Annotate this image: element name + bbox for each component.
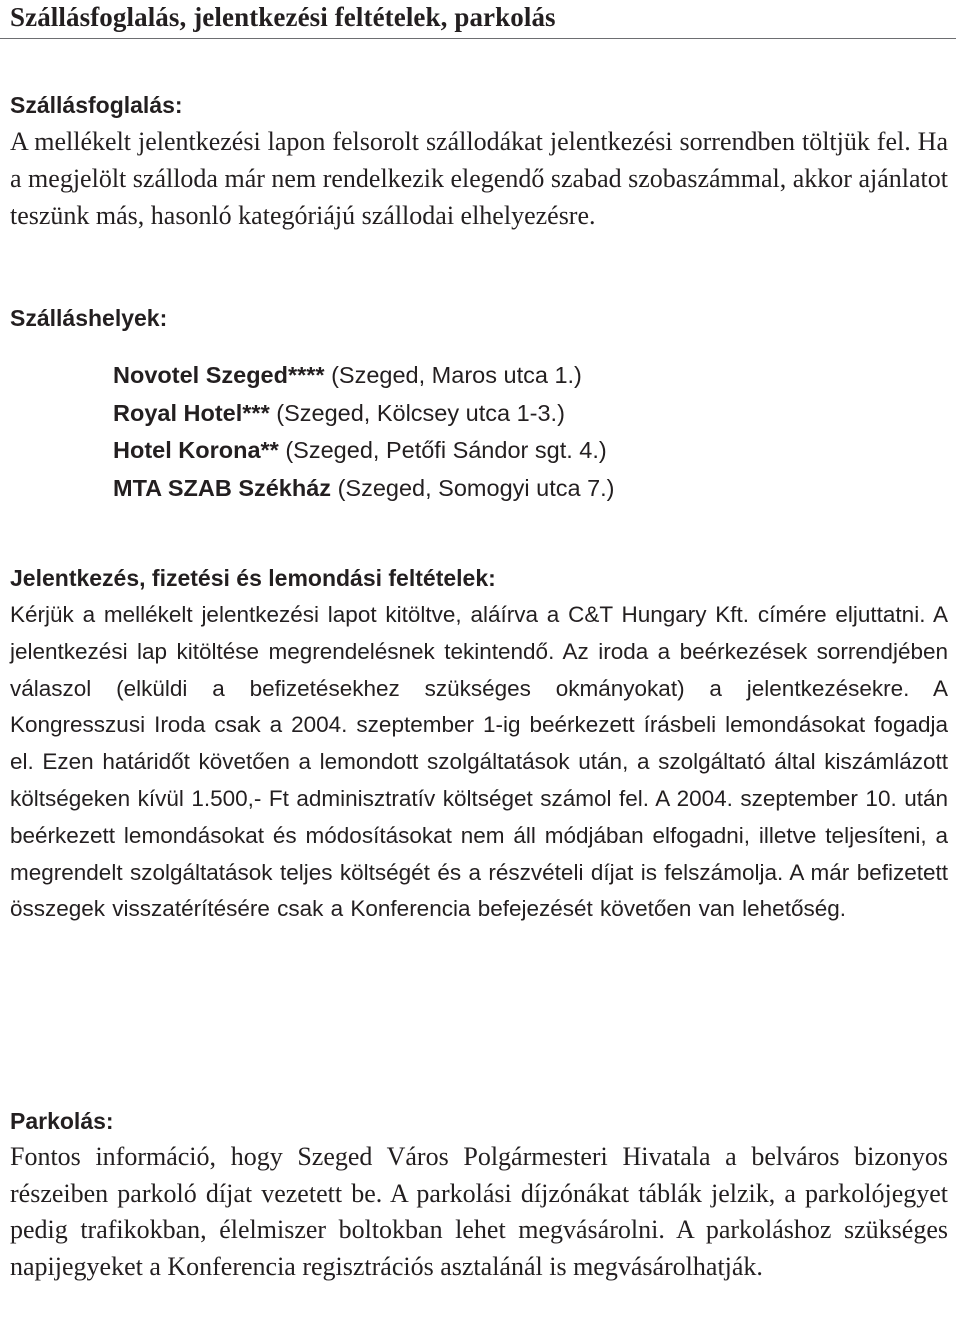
section-registration-terms: [10, 560, 948, 928]
booking-heading: Szállásfoglalás:: [10, 92, 183, 118]
hotel-name: Hotel Korona**: [113, 437, 279, 463]
booking-text: A mellékelt jelentkezési lapon felsorolt szállodákat jelentkezési sorrendben töltjük fel. Ha a megjelölt szálloda már nem rendelkezik elegendő szabad szobaszámmal, akkor ajánlatot teszünk más, hasonló kategóriájú szállodai elhelyezésre.: [10, 127, 948, 230]
hotel-name: Novotel Szeged****: [113, 362, 325, 388]
hotel-address: (Szeged, Kölcsey utca 1-3.): [269, 399, 565, 426]
hotel-name: MTA SZAB Székház: [113, 474, 332, 501]
hotel-item: [113, 470, 913, 508]
hotel-list: [113, 357, 913, 507]
section-booking: [10, 87, 948, 234]
hotel-address: (Szeged, Somogyi utca 7.): [331, 474, 615, 501]
parking-heading: Parkolás:: [10, 1108, 114, 1134]
hotel-item: [113, 357, 913, 395]
registration-terms-text: Kérjük a mellékelt jelentkezési lapot kitöltve, aláírva a C&T Hungary Kft. címére eljuttatni. A jelentkezési lap kitöltése megrendelésnek tekintendő. Az iroda a beérkezések sorrendjében válaszol (elküldi a befizetésekhez szükséges okmányokat) a jelentkezésekre. A Kongresszusi Iroda csak a 2004. szeptember 1-ig beérkezett írásbeli lemondásokat fogadja el. Ezen határidőt követően a lemondott szolgáltatások után, a szolgáltató által kiszámlázott költségeken kívül 1.500,- Ft adminisztratív költséget számol fel. A 2004. szeptember 10. után beérkezett lemondásokat és módosításokat nem áll módjában elfogadni, illetve teljesíteni, a megrendelt szolgáltatások teljes költségét és a részvételi díjat is felszámolja. A már befizetett összegek visszatérítésére csak a Konferencia befejezését követően van lehetőség.: [10, 602, 948, 922]
registration-terms-heading: Jelentkezés, fizetési és lemondási feltételek:: [10, 565, 496, 591]
hotel-item: [113, 395, 913, 433]
hotel-address: (Szeged, Petőfi Sándor sgt. 4.): [278, 437, 607, 463]
accommodations-heading: Szálláshelyek:: [10, 305, 168, 331]
title-divider: [0, 38, 956, 39]
hotel-name: Royal Hotel***: [113, 399, 270, 426]
section-parking: [10, 1103, 948, 1285]
hotel-address: (Szeged, Maros utca 1.): [324, 362, 582, 388]
hotel-item: [113, 432, 913, 470]
page-title: Szállásfoglalás, jelentkezési feltételek, parkolás: [10, 2, 556, 32]
section-accommodations: [10, 300, 948, 336]
parking-text: Fontos információ, hogy Szeged Város Polgármesteri Hivatala a belváros bizonyos részeiben parkoló díjat vezetett be. A parkolási díjzónákat táblák jelzik, a parkolójegyet pedig trafikokban, élelmiszer boltokban lehet megvásárolni. A parkoláshoz szükséges napijegyeket a Konferencia regisztrációs asztalánál is megvásárolhatják.: [10, 1142, 948, 1281]
